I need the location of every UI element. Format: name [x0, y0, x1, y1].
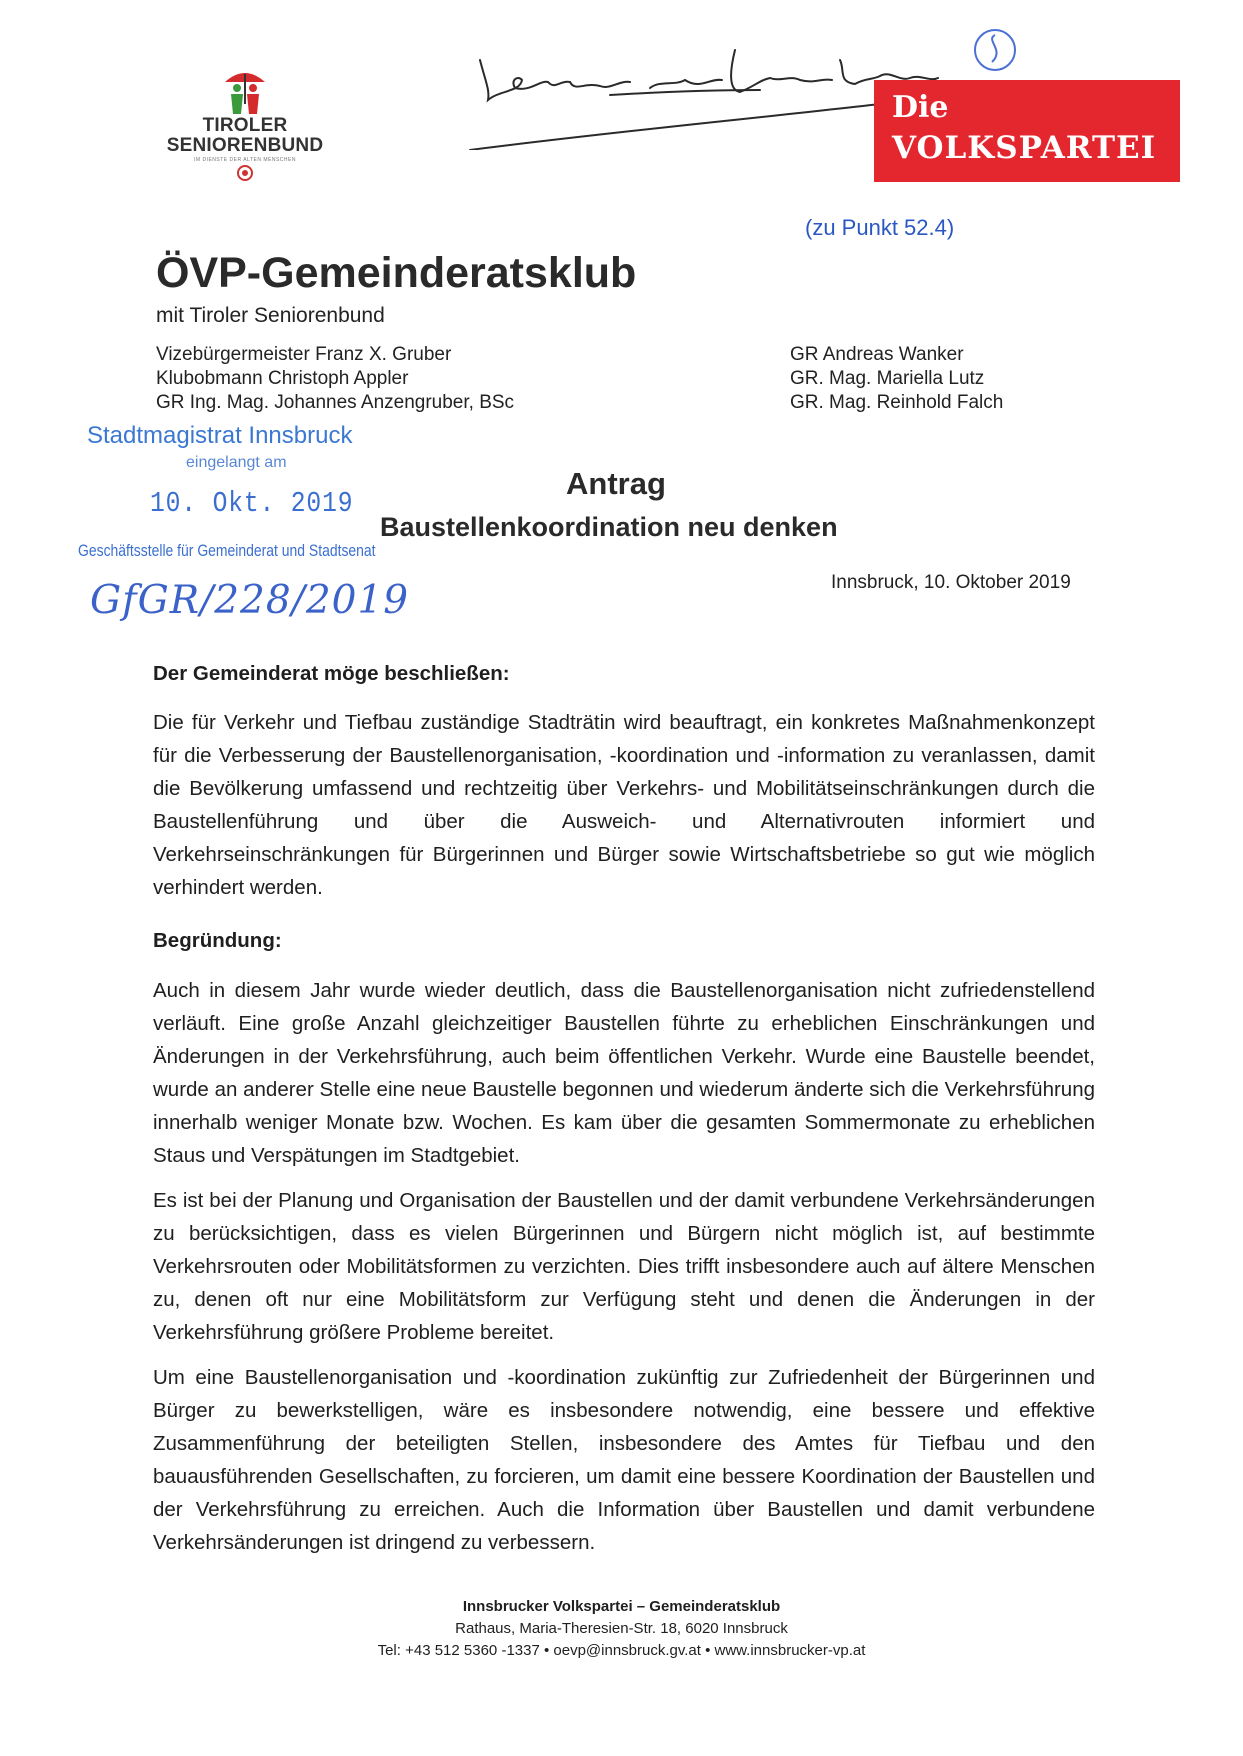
stamp-organization: Stadtmagistrat Innsbruck: [87, 422, 353, 449]
member-name: GR Ing. Mag. Johannes Anzengruber, BSc: [156, 392, 515, 413]
reason-paragraph: Um eine Baustellenorganisation und -koordination zukünftig zur Zufriedenheit der Bürgerinnen und Bürger zu bewerkstelligen, wäre es insbesondere notwendig, eine bessere und effektive Zusammenführung der beteiligten Stellen, insbesondere des Amtes für Tiefbau und den bauausführenden Gesellschaften, zu forcieren, um damit eine bessere Koordination der Baustellen und der Verkehrsführung zu erreichen. Auch die Information über Baustellen und damit verbundene Verkehrsänderungen ist dringend zu verbessern.: [153, 1366, 1095, 1554]
seal-icon: [236, 164, 254, 182]
resolution-text: Die für Verkehr und Tiefbau zuständige Stadträtin wird beauftragt, ein konkretes Maßnahmenkonzept für die Verbesserung der Baustellenorganisation, -koordination und -information zu veranlassen, damit die Bevölkerung umfassend und rechtzeitig über Verkehrs- und Mobilitätseinschränkungen durch die Baustellenführung und über die Ausweich- und Alternativrouten informiert und Verkehrseinschränkungen für Bürgerinnen und Bürger sowie Wirtschaftsbetriebe so gut wie möglich verhindert werden.: [153, 711, 1095, 899]
member-name: GR. Mag. Reinhold Falch: [790, 392, 1004, 413]
footer-address: Rathaus, Maria-Theresien-Str. 18, 6020 Innsbruck: [455, 1620, 788, 1637]
stamp-received-label: eingelangt am: [186, 454, 287, 471]
club-subtitle: mit Tiroler Seniorenbund: [156, 304, 385, 327]
stamp-date: 10. Okt. 2019: [150, 487, 354, 520]
agenda-reference: (zu Punkt 52.4): [805, 215, 955, 240]
volkspartei-name: VOLKSPARTEI: [892, 130, 1157, 166]
resolution-heading: Der Gemeinderat möge beschließen:: [153, 662, 510, 685]
footer: [0, 1596, 1243, 1662]
reason-heading: Begründung:: [153, 929, 282, 952]
motion-subject: Baustellenkoordination neu denken: [380, 512, 838, 542]
logo-tagline: IM DIENSTE DER ALTEN MENSCHEN: [194, 157, 296, 163]
members-right: [790, 343, 1003, 415]
footer-organization: Innsbrucker Volkspartei – Gemeinderatsklub: [462, 1598, 781, 1615]
volkspartei-die: Die: [892, 90, 949, 125]
logo-line-1: TIROLER: [202, 115, 288, 136]
place-date: Innsbruck, 10. Oktober 2019: [831, 572, 1071, 593]
member-name: Klubobmann Christoph Appler: [156, 368, 409, 389]
reason-paragraph: Auch in diesem Jahr wurde wieder deutlich, dass die Baustellenorganisation nicht zufriedenstellend verläuft. Eine große Anzahl gleichzeitiger Baustellen führte zu erheblichen Einschränkungen und Änderungen in der Verkehrsführung, auch beim öffentlichen Verkehr. Wurde eine Baustelle beendet, wurde an anderer Stelle eine neue Baustelle begonnen und wiederum änderte sich die Verkehrsführung innerhalb weniger Monate bzw. Wochen. Es kam über die gesamten Sommermonate zu erheblichen Staus und Verspätungen im Stadtgebiet.: [153, 979, 1095, 1167]
stamp-reference: GfGR/228/2019: [90, 578, 410, 623]
volkspartei-logo: [874, 80, 1180, 182]
logo-line-2: SENIORENBUND: [166, 135, 324, 156]
stamp-office: Geschäftsstelle für Gemeinderat und Stadtsenat: [78, 541, 376, 560]
seniorenbund-logo: [150, 64, 340, 204]
club-title: ÖVP-Gemeinderatsklub: [156, 249, 637, 297]
member-name: GR Andreas Wanker: [790, 344, 964, 365]
motion-heading: Antrag: [566, 466, 666, 501]
members-left: [156, 343, 514, 415]
reason-paragraph: Es ist bei der Planung und Organisation der Baustellen und der damit verbundene Verkehrsänderungen zu berücksichtigen, dass es vielen Bürgerinnen und Bürgern nicht möglich ist, auf bestimmte Verkehrsrouten oder Mobilitätsformen zu verzichten. Dies trifft insbesondere auch auf ältere Menschen zu, denen oft nur eine Mobilitätsform zur Verfügung steht und denen die Änderungen in der Verkehrsführung größere Probleme bereitet.: [153, 1189, 1095, 1344]
member-name: Vizebürgermeister Franz X. Gruber: [156, 344, 452, 365]
footer-contact: Tel: +43 512 5360 -1337 • oevp@innsbruck.gv.at • www.innsbrucker-vp.at: [377, 1642, 866, 1659]
umbrella-figures-icon: [215, 64, 275, 116]
member-name: GR. Mag. Mariella Lutz: [790, 368, 985, 389]
